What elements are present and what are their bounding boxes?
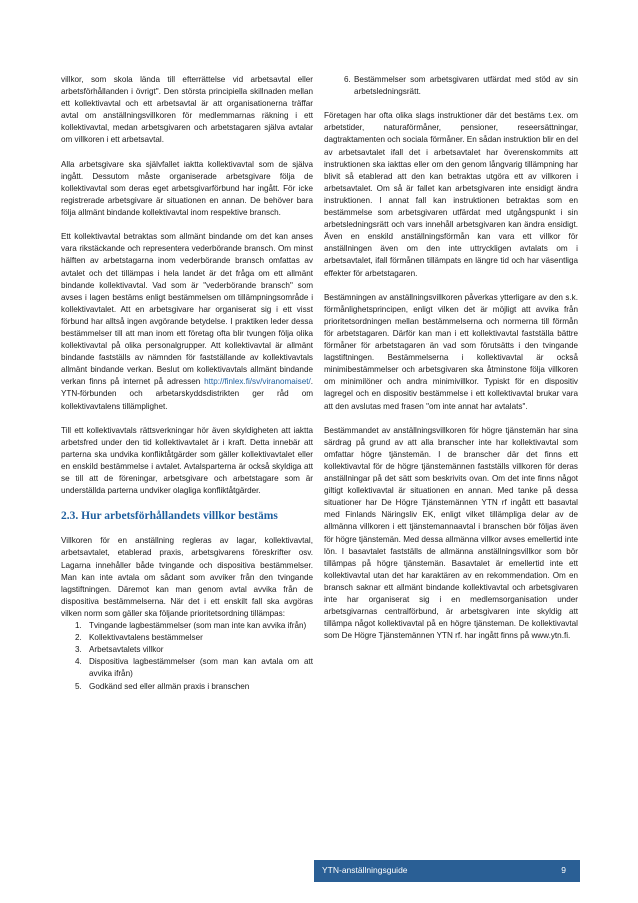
list-text: Bestämmelser som arbetsgivaren utfärdat med stöd av sin arbetsledningsrätt. <box>354 75 578 97</box>
footer-bar <box>314 860 580 882</box>
list-number: 5. <box>75 681 82 691</box>
paragraph: Villkoren för en anställning regleras av lagar, kollektivavtal, arbetsavtalet, etablerad praxis, arbetsgivarens föreskrifter osv. Lagarna innehåller både tvingande och dispositiva bestämmelser. Man kan inte avtala om sådant som avviker från den tvingande lagstiftningen. Däremot kan man genom avtal avvika från de dispositiva bestämmelserna. När det i ett enskilt fall ska avgöras vilken norm som gäller ska följande prioritetsordning tillämpas: <box>61 536 313 618</box>
list-item <box>324 74 578 98</box>
list-number: 3. <box>75 645 82 655</box>
right-column <box>324 74 578 655</box>
paragraph-text: . YTN-förbunden och arbetarskyddsdistrikten ger råd om kollektivavtalens tillämplighet. <box>61 377 313 411</box>
list-text: Arbetsavtalets villkor <box>89 645 164 655</box>
left-column <box>61 74 313 693</box>
list-item <box>61 644 313 656</box>
finlex-link[interactable]: http://finlex.fi/sv/viranomaiset/ <box>204 377 311 387</box>
list-number: 2. <box>75 633 82 643</box>
list-number: 1. <box>75 621 82 631</box>
paragraph-text: Ett kollektivavtal betraktas som allmänt bindande om det kan anses vara rikstäckande och representera vederbörande bransch. Om minst hälften av arbetstagarna inom vederbörande bransch omfattas av avtalet och det tillämpas i hela landet är det fråga om ett allmänt bindande kollektivavtal. Vad som är "vederbörande bransch" som avses i lagen bestäms enligt bestämmelsen om tillämpningsområde i kollektivavtalet. Att en arbetsgivare har organiserat sig i ett visst förbund har alltså ingen avgörande betydelse. I praktiken leder dessa bestämmelser till att man inom ett företag ofta blir tvungen följa olika kollektivavtal på olika personalgrupper. Att kollektivavtal är allmänt bindande fastställs av nämnden för fastställande av kollektivavtals allmänt bindande verkan. Beslut om kollektivavtals allmänt bindande verkan finns på internet på adressen <box>61 232 313 387</box>
list-number: 4. <box>75 657 82 667</box>
list-number: 6. <box>344 75 351 84</box>
footer-title: YTN-anställningsguide <box>322 865 408 875</box>
page-number: 9 <box>561 865 566 875</box>
paragraph: Bestämningen av anställningsvillkoren påverkas ytterligare av den s.k. förmånlighetsprincipen, enligt vilken det är möjligt att avvika från prioritetsordningen mellan bestämmelserna och normerna till förmån för arbetstagaren. Därför kan man i ett kollektivavtal fastställa bättre förmåner för arbetstagaren än vad som förutsätts i den tvingande lagstiftningen. Bestämmelserna i kollektivavtal är också minimibestämmelser och arbetsgivaren ska åtminstone följa villkoren om minimilöner och andra minimivillkor. Typiskt för en dispositiv lagregel och en dispositiv bestämmelse i ett kollektivavtal brukar vara att den avslutas med frasen "om inte annat har avtalats". <box>324 292 578 411</box>
list-text: Kollektivavtalens bestämmelser <box>89 633 203 643</box>
paragraph: Till ett kollektivavtals rättsverkningar hör även skyldigheten att iaktta arbetsfred under den tid kollektivavtalet är i kraft. Detta innebär att parterna ska undvika konfliktåtgärder som gäller kollektivavtalet eller en enskild bestämmelse i avtalet. Avtalsparterna är också skyldiga att se till att de föreningar, arbetsgivare och arbetstagare som är underställda parterna undviker olagliga konfliktåtgärder. <box>61 425 313 496</box>
section-heading: 2.3. Hur arbetsförhållandets villkor bestäms <box>61 510 278 523</box>
priority-list <box>61 620 313 693</box>
list-text: Godkänd sed eller allmän praxis i branschen <box>89 681 250 691</box>
list-item <box>61 681 313 693</box>
list-text: Dispositiva lagbestämmelser (som man kan avtala om att avvika ifrån) <box>89 657 313 679</box>
paragraph <box>61 231 313 412</box>
list-item <box>61 656 313 680</box>
paragraph: villkor, som skola lända till efterrättelse vid arbetsavtal eller arbetsförhållanden i övrigt". Den största principiella skillnaden mellan ett kollektivavtal och ett arbetsavtal är att organisationerna träffar avtal om anställningsvillkoren för medlemmarnas räkning i ett kollektivavtal, medan arbetsgivaren och arbetstagaren själva avtalar om villkoren i ett arbetsavtal. <box>61 75 313 145</box>
paragraph: Alla arbetsgivare ska självfallet iaktta kollektivavtal som de själva ingått. Dessutom måste organiserade arbetsgivare följa de kollektivavtal som deras eget arbetsgivarförbund har ingått. För icke registrerade arbetsgivare är situationen en annan. De behöver bara följa allmänt bindande kollektivavtal inom respektive bransch. <box>61 159 313 218</box>
list-item <box>61 632 313 644</box>
paragraph: Företagen har ofta olika slags instruktioner där det bestäms t.ex. om arbetstider, naturaförmåner, pensioner, reseersättningar, dagtraktamenten och sociala förmåner. En sådan instruktion blir en del av arbetsavtalet ifall det i arbetsavtalet har överenskommits att instruktionen ska iakttas eller om den genom långvarig tillämpning har blivit så etablerad att den kan betraktas utgöra ett av villkoren i arbetsavtalet. Om så är fallet kan arbetsgivaren inte ensidigt ändra instruktionen. I annat fall kan instruktionen betraktas som en bestämmelse som arbetsgivaren utfärdat med utgångspunkt i sin arbetsledningsrätt och vars innehåll arbetsgivaren kan ändra ensidigt. Även en enskild anställningsförmån kan vara ett villkor för anställningen även om den inte uttryckligen avtalats om i arbetsavtalet, ifall förmånen tillämpats en längre tid och har väsentliga effekter för arbetstagaren. <box>324 111 578 278</box>
list-text: Tvingande lagbestämmelser (som man inte kan avvika ifrån) <box>89 621 307 631</box>
priority-list-continued <box>324 74 578 98</box>
list-item <box>61 620 313 632</box>
paragraph: Bestämmandet av anställningsvillkoren för högre tjänstemän har sina särdrag på grund av att alla branscher inte har kollektivavtal som omfattar högre tjänstemän. I de branscher där det finns ett kollektivavtal för de högre tjänstemännen fastställs villkoren för deras anställningar på det sätt som beskrivits ovan. Om det inte finns något giltigt kollektivavtal är situationen en annan. Med tanke på dessa situationer har De Högre Tjänstemännen YTN rf ingått ett basavtal med Finlands Näringsliv EK, enligt vilket tillämpliga delar av de allmänna villkoren i ett tjänstemannaavtal i branschen bör följas även för högre tjänstemän. Med dessa allmänna villkor avses emellertid inte lön. I basavtalet fastställs de allmänna anställningsvillkor som bör tillämpas på högre tjänstemän. Basavtalet är emellertid inte ett kollektivavtal utan det har karaktären av en rekommendation. Om en bransch saknar ett allmänt bindande kollektivavtal och arbetsgivaren inte har organiserat sig i en medlemsorganisation under arbetsgivarnas centralförbund, är arbetsgivaren inte skyldig att tillämpa något kollektivavtal på en högre tjänsteman. De kollektivavtal som De Högre Tjänstemännen YTN rf. har ingått finns på www.ytn.fi. <box>324 425 578 641</box>
